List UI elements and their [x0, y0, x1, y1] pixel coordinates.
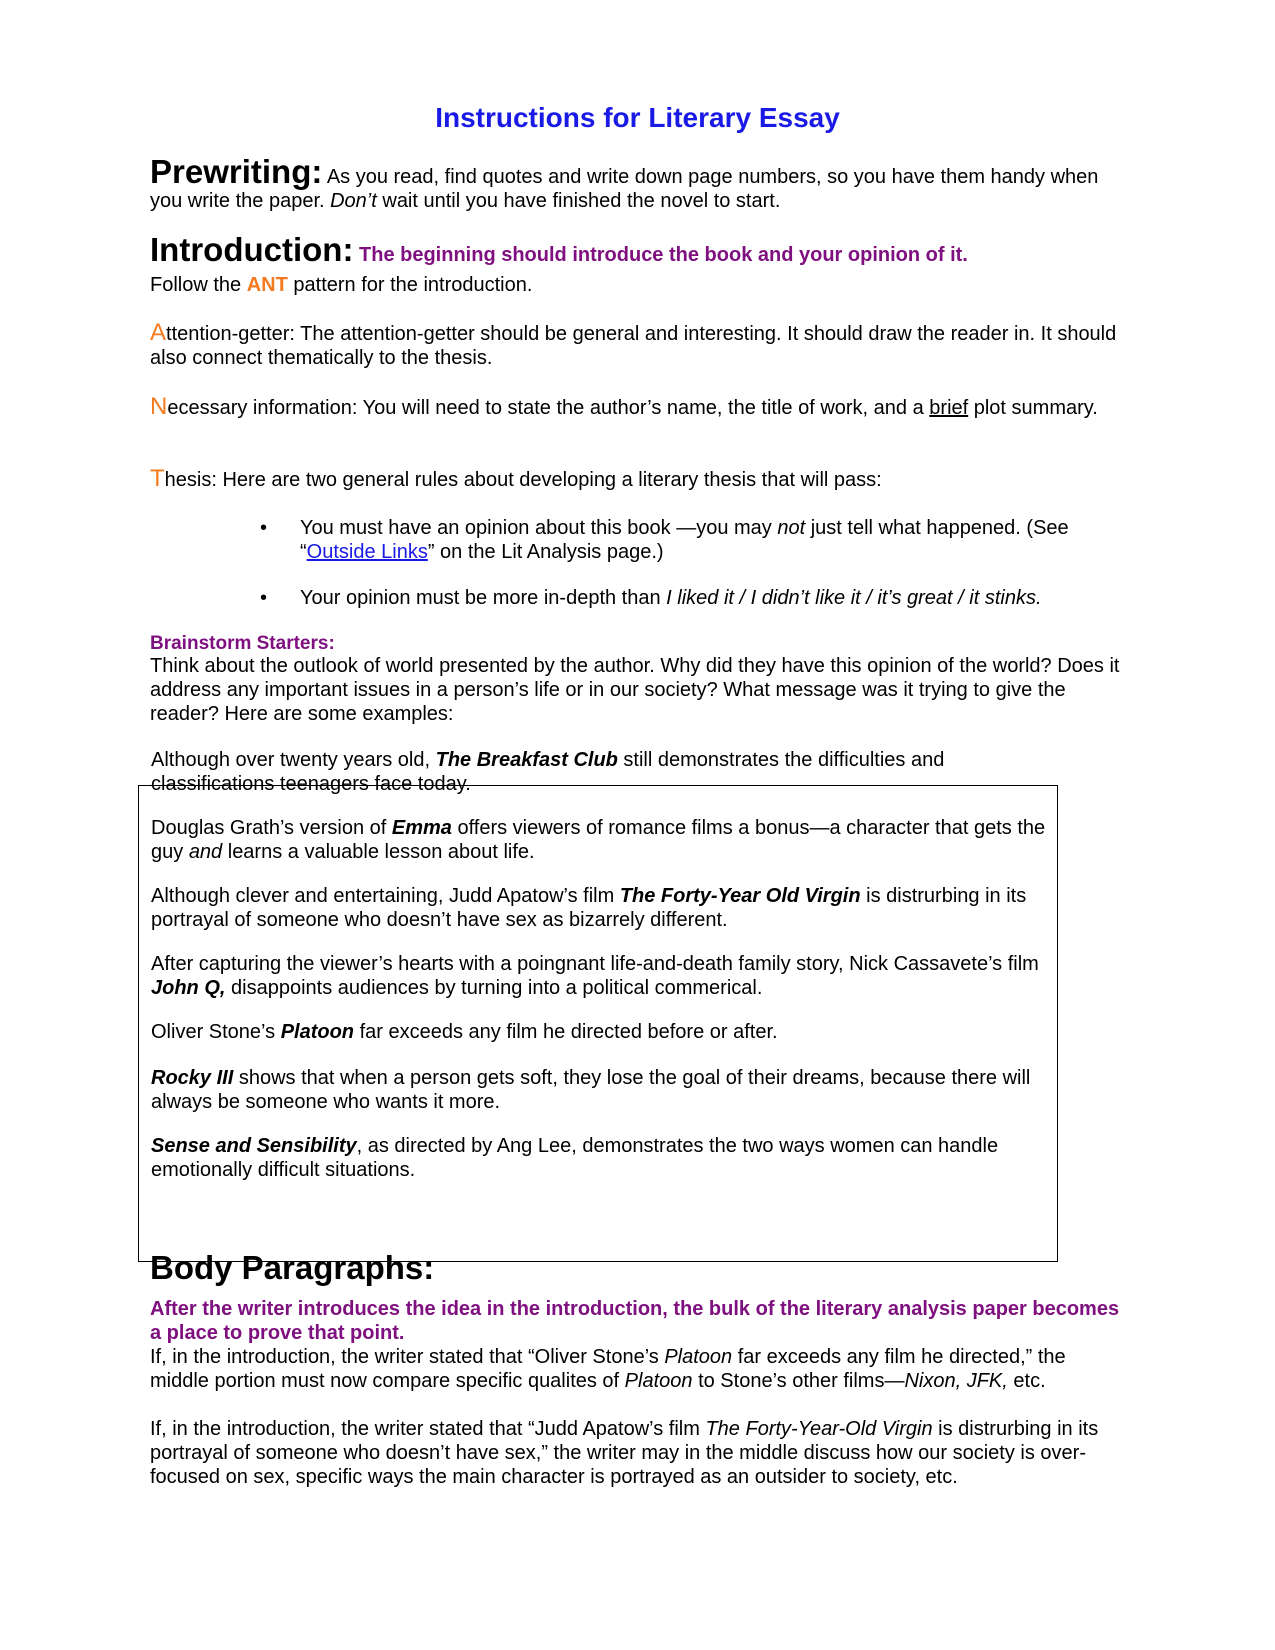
outside-links-link[interactable]: Outside Links	[306, 541, 428, 563]
example-thesis: Douglas Grath’s version of Emma offers viewers of romance films a bonus—a character that gets the guy and learns a valuable lesson about life.	[151, 817, 1046, 863]
brainstorm-paragraph: Think about the outlook of world presented by the author. Why did they have this opinion of the world? Does it address any important issues in a person’s life or in our society? What message was it trying to give the reader? Here are some examples:	[150, 655, 1120, 725]
body-paragraphs-subhead: After the writer introduces the idea in the introduction, the bulk of the literary analysis paper becomes a place to prove that point.	[150, 1298, 1120, 1344]
thesis-letter: T	[150, 465, 165, 492]
attention-letter: A	[150, 319, 167, 346]
example-thesis: Although clever and entertaining, Judd Apatow’s film The Forty-Year Old Virgin is distrurbing in its portrayal of someone who doesn’t have sex as bizarrely different.	[151, 885, 1027, 931]
body-example-paragraph: If, in the introduction, the writer stated that “Judd Apatow’s film The Forty-Year-Old Virgin is distrurbing in its portrayal of someone who doesn’t have sex,” the writer may in the middle discuss how our society is over-focused on sex, specific ways the main character is portrayed as an outsider to society, etc.	[150, 1418, 1099, 1488]
prewriting-heading: Prewriting:	[150, 153, 323, 190]
necessary-info-paragraph: Necessary information: You will need to state the author’s name, the title of work, and a brief plot summary.	[150, 393, 1098, 420]
introduction-subhead: The beginning should introduce the book and your opinion of it.	[353, 244, 968, 266]
body-paragraphs-heading: Body Paragraphs:	[150, 1249, 435, 1286]
thesis-paragraph: Thesis: Here are two general rules about developing a literary thesis that will pass:	[150, 465, 882, 492]
ant-acronym: ANT	[246, 274, 288, 296]
ant-pattern-line: Follow the ANT pattern for the introduction.	[150, 274, 533, 296]
necessary-letter: N	[150, 393, 168, 420]
bullet-icon: •	[260, 587, 268, 609]
introduction-heading-line	[150, 231, 1125, 268]
example-thesis: After capturing the viewer’s hearts with a poingnant life-and-death family story, Nick Cassavete’s film John Q, disappoints audiences by turning into a political commerical.	[151, 953, 1039, 999]
example-thesis: Although over twenty years old, The Breakfast Club still demonstrates the difficulties and classifications teenagers face today.	[151, 749, 945, 795]
list-item: • You must have an opinion about this book —you may not just tell what happened. (See “Outside Links” on the Lit Analysis page.)	[260, 517, 1069, 563]
thesis-examples-box	[138, 749, 1058, 1262]
bullet-icon: •	[260, 517, 268, 539]
example-thesis: Sense and Sensibility, as directed by Ang Lee, demonstrates the two ways women can handle emotionally difficult situations.	[151, 1135, 999, 1181]
document-title: Instructions for Literary Essay	[435, 102, 840, 133]
prewriting-paragraph: Prewriting: As you read, find quotes and write down page numbers, so you have them handy when you write the paper. Don’t wait until you have finished the novel to start.	[150, 153, 1099, 212]
list-item: • Your opinion must be more in-depth than I liked it / I didn’t like it / it’s great / it stinks.	[260, 587, 1042, 609]
example-thesis: Rocky III shows that when a person gets soft, they lose the goal of their dreams, because there will always be someone who wants it more.	[151, 1067, 1031, 1113]
introduction-heading: Introduction:	[150, 231, 354, 268]
body-example-paragraph: If, in the introduction, the writer stated that “Oliver Stone’s Platoon far exceeds any film he directed,” the middle portion must now compare specific qualites of Platoon to Stone’s other films—Nixon, JFK, etc.	[150, 1346, 1066, 1392]
attention-getter-paragraph: Attention-getter: The attention-getter should be general and interesting. It should draw the reader in. It should also connect thematically to the thesis.	[150, 319, 1117, 369]
brainstorm-heading: Brainstorm Starters:	[150, 633, 335, 654]
example-thesis: Oliver Stone’s Platoon far exceeds any film he directed before or after.	[151, 1021, 778, 1043]
